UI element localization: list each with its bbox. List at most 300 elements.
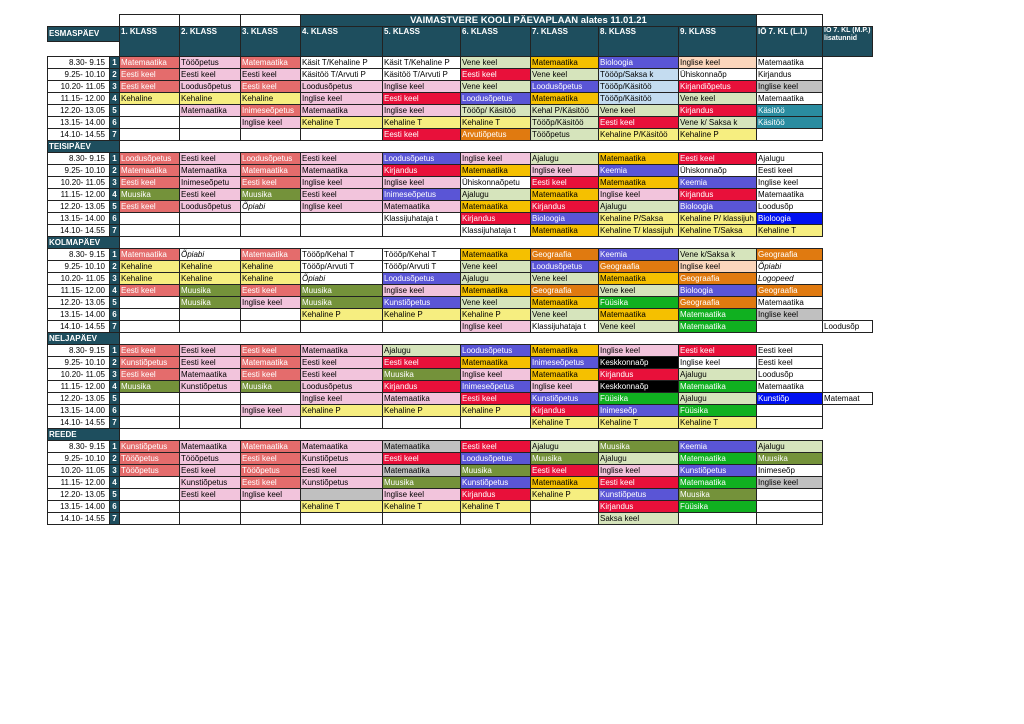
lesson-cell: Inimeseõpetu (180, 177, 241, 189)
lesson-cell: Keemia (599, 249, 679, 261)
lesson-cell: Kehaline (180, 261, 241, 273)
lesson-number: 5 (110, 393, 120, 405)
lesson-cell: Kehaline T/ klassijuh (599, 225, 679, 237)
lesson-cell: Loodusõpetus (120, 153, 180, 165)
extra-cell (823, 129, 873, 141)
lesson-cell: Matemaatika (383, 201, 461, 213)
lesson-cell (531, 501, 599, 513)
lesson-row (48, 393, 873, 405)
lesson-cell: Loodusõpetus (180, 81, 241, 93)
lesson-time: 11.15- 12.00 (48, 381, 110, 393)
lesson-cell: Eesti keel (757, 345, 823, 357)
lesson-cell: Eesti keel (241, 81, 301, 93)
lesson-cell: Kehaline P (461, 309, 531, 321)
extra-cell (823, 261, 873, 273)
lesson-cell (120, 225, 180, 237)
lesson-number: 6 (110, 309, 120, 321)
extra-cell (823, 453, 873, 465)
lesson-number: 1 (110, 249, 120, 261)
lesson-cell: Geograafia (679, 297, 757, 309)
lesson-cell: Käsitöö T/Arvuti P (383, 69, 461, 81)
lesson-row (48, 381, 873, 393)
lesson-time: 9.25- 10.10 (48, 453, 110, 465)
extra-cell (823, 213, 873, 225)
extra-cell (823, 189, 873, 201)
lesson-cell: Matemaatika (461, 357, 531, 369)
extra-cell (823, 117, 873, 129)
lesson-cell: Eesti keel (757, 357, 823, 369)
lesson-cell: Kehaline T (757, 225, 823, 237)
lesson-cell: Eesti keel (461, 69, 531, 81)
lesson-cell: Inglise keel (599, 345, 679, 357)
lesson-number: 5 (110, 105, 120, 117)
lesson-cell: Kehaline T (383, 501, 461, 513)
lesson-row (48, 369, 873, 381)
lesson-cell: Eesti keel (383, 93, 461, 105)
lesson-cell: Kirjandus (599, 501, 679, 513)
lesson-cell: Ajalugu (679, 393, 757, 405)
lesson-cell: Kunstiõpetus (679, 465, 757, 477)
lesson-cell (383, 321, 461, 333)
lesson-row (48, 273, 873, 285)
lesson-cell: Eesti keel (241, 69, 301, 81)
lesson-cell: Tööõpetus (120, 453, 180, 465)
lesson-time: 8.30- 9.15 (48, 441, 110, 453)
lesson-cell: Ühiskonnaõp (679, 165, 757, 177)
extra-cell (823, 69, 873, 81)
lesson-cell (120, 117, 180, 129)
lesson-cell: Bioloogia (531, 213, 599, 225)
lesson-number: 7 (110, 129, 120, 141)
lesson-cell: Vene keel (531, 273, 599, 285)
extra-cell: Matemaat (823, 393, 873, 405)
lesson-cell (383, 225, 461, 237)
lesson-number: 7 (110, 225, 120, 237)
lesson-number: 5 (110, 201, 120, 213)
lesson-cell (241, 417, 301, 429)
lesson-number: 2 (110, 261, 120, 273)
lesson-cell (120, 405, 180, 417)
lesson-cell: Matemaatika (531, 225, 599, 237)
lesson-cell: Matemaatika (679, 321, 757, 333)
lesson-time: 8.30- 9.15 (48, 153, 110, 165)
lesson-row (48, 261, 873, 273)
lesson-cell: Eesti keel (120, 285, 180, 297)
lesson-row (48, 81, 873, 93)
lesson-cell: Kehaline (120, 261, 180, 273)
lesson-cell: Klassijuhataja t (461, 225, 531, 237)
lesson-cell: Matemaatika (301, 345, 383, 357)
lesson-cell: Inglise keel (383, 177, 461, 189)
lesson-cell: Eesti keel (461, 441, 531, 453)
extra-cell (823, 465, 873, 477)
extra-cell (823, 477, 873, 489)
lesson-cell: Vene keel (531, 309, 599, 321)
lesson-cell: Vene keel (599, 105, 679, 117)
lesson-cell (757, 501, 823, 513)
lesson-cell (180, 213, 241, 225)
lesson-time: 12.20- 13.05 (48, 489, 110, 501)
lesson-cell: Kirjandus (383, 381, 461, 393)
lesson-cell: Arvutiõpetus (461, 129, 531, 141)
lesson-cell: Inglise keel (531, 381, 599, 393)
lesson-cell (301, 489, 383, 501)
lesson-row (48, 189, 873, 201)
lesson-cell: Käsit T/Kehaline P (383, 57, 461, 69)
class-header: IÕ 7. KL (L.I.) (757, 27, 823, 57)
lesson-cell: Matemaatika (757, 381, 823, 393)
lesson-time: 13.15- 14.00 (48, 405, 110, 417)
lesson-cell (301, 513, 383, 525)
lesson-cell (180, 417, 241, 429)
timetable-sheet (47, 14, 873, 525)
lesson-cell: Keemia (679, 177, 757, 189)
lesson-row (48, 501, 873, 513)
lesson-cell: Kehaline (120, 93, 180, 105)
lesson-cell: Muusika (241, 189, 301, 201)
lesson-cell: Matemaatika (383, 441, 461, 453)
lesson-cell (461, 417, 531, 429)
extra-cell (823, 513, 873, 525)
lesson-cell: Eesti keel (180, 153, 241, 165)
lesson-cell: Inglise keel (241, 297, 301, 309)
day-label: REEDE (48, 429, 120, 441)
lesson-cell: Eesti keel (531, 465, 599, 477)
extra-cell (823, 105, 873, 117)
lesson-row (48, 405, 873, 417)
extra-cell (823, 81, 873, 93)
lesson-row (48, 489, 873, 501)
lesson-cell (180, 117, 241, 129)
lesson-cell: Matemaatika (180, 105, 241, 117)
lesson-cell: Vene keel (599, 321, 679, 333)
class-header: 8. KLASS (599, 27, 679, 57)
lesson-cell: Inglise keel (241, 405, 301, 417)
lesson-cell: Ajalugu (599, 201, 679, 213)
lesson-cell: Kehaline P (301, 405, 383, 417)
lesson-cell: Kirjandus (679, 189, 757, 201)
lesson-cell: Inglise keel (757, 309, 823, 321)
lesson-cell: Muusika (383, 477, 461, 489)
lesson-cell: Eesti keel (120, 369, 180, 381)
lesson-cell (120, 417, 180, 429)
lesson-cell: Inglise keel (461, 321, 531, 333)
lesson-number: 3 (110, 273, 120, 285)
lesson-cell: Kehaline (120, 273, 180, 285)
lesson-cell: Inglise keel (383, 285, 461, 297)
lesson-time: 14.10- 14.55 (48, 321, 110, 333)
lesson-number: 3 (110, 465, 120, 477)
lesson-cell: Bioloogia (599, 57, 679, 69)
lesson-cell: Matemaatika (383, 465, 461, 477)
lesson-time: 11.15- 12.00 (48, 477, 110, 489)
lesson-cell: Geograafia (679, 273, 757, 285)
lesson-cell: Eesti keel (120, 69, 180, 81)
lesson-row (48, 441, 873, 453)
lesson-cell: Kunstiõpetus (120, 441, 180, 453)
lesson-number: 1 (110, 153, 120, 165)
lesson-cell: Inglise keel (531, 165, 599, 177)
lesson-cell (120, 105, 180, 117)
lesson-cell (757, 405, 823, 417)
lesson-cell: Bioloogia (757, 213, 823, 225)
lesson-cell: Kirjandus (531, 405, 599, 417)
extra-cell (823, 249, 873, 261)
lesson-cell: Matemaatika (301, 105, 383, 117)
lesson-cell: Matemaatika (679, 309, 757, 321)
lesson-cell: Eesti keel (241, 477, 301, 489)
lesson-row (48, 57, 873, 69)
lesson-cell: Logopeed (757, 273, 823, 285)
lesson-cell: Klassijuhataja t (383, 213, 461, 225)
lesson-cell (757, 513, 823, 525)
lesson-cell: Matemaatika (679, 477, 757, 489)
extra-cell (823, 165, 873, 177)
lesson-cell: Matemaatika (757, 189, 823, 201)
lesson-cell: Tööõp/ Käsitöö (461, 105, 531, 117)
lesson-cell: Kehaline T (301, 117, 383, 129)
extra-cell (823, 357, 873, 369)
lesson-cell: Ajalugu (461, 273, 531, 285)
extra-cell (823, 489, 873, 501)
lesson-cell: Matemaatika (599, 309, 679, 321)
lesson-cell: Matemaatika (679, 381, 757, 393)
extra-cell (823, 273, 873, 285)
lesson-cell (241, 321, 301, 333)
lesson-cell: Kehaline (241, 273, 301, 285)
lesson-cell: Inglise keel (301, 177, 383, 189)
lesson-cell: Eesti keel (679, 153, 757, 165)
lesson-cell: Füüsika (599, 297, 679, 309)
lesson-cell: Inglise keel (383, 81, 461, 93)
lesson-cell: Inglise keel (679, 57, 757, 69)
lesson-cell: Käsitöö (757, 117, 823, 129)
lesson-row (48, 225, 873, 237)
lesson-number: 1 (110, 441, 120, 453)
lesson-number: 2 (110, 453, 120, 465)
lesson-cell: Inglise keel (757, 177, 823, 189)
lesson-cell: Kehaline P (383, 309, 461, 321)
lesson-number: 4 (110, 285, 120, 297)
lesson-cell: Ühiskonnaõp (679, 69, 757, 81)
lesson-cell: Kehaline P (301, 309, 383, 321)
lesson-cell: Eesti keel (180, 489, 241, 501)
lesson-time: 14.10- 14.55 (48, 225, 110, 237)
lesson-cell (241, 501, 301, 513)
lesson-cell: Kunstiõpetus (599, 489, 679, 501)
lesson-cell: Matemaatika (461, 285, 531, 297)
lesson-time: 14.10- 14.55 (48, 129, 110, 141)
lesson-cell: Kehaline P/Käsitöö (599, 129, 679, 141)
lesson-cell (241, 213, 301, 225)
lesson-cell: Kirjandus (757, 69, 823, 81)
page-title: VAIMASTVERE KOOLI PÄEVAPLAAN alates 11.01.21 (301, 15, 757, 27)
lesson-cell: Inglise keel (679, 261, 757, 273)
lesson-time: 11.15- 12.00 (48, 189, 110, 201)
lesson-cell: Kirjandus (531, 201, 599, 213)
lesson-cell: Töööp/Saksa k (599, 69, 679, 81)
lesson-time: 10.20- 11.05 (48, 177, 110, 189)
day-label: NELJAPÄEV (48, 333, 120, 345)
lesson-cell (120, 309, 180, 321)
lesson-row (48, 117, 873, 129)
lesson-cell: Matemaatika (757, 93, 823, 105)
lesson-cell: Inimeseõp (757, 465, 823, 477)
lesson-cell: Vene keel (599, 285, 679, 297)
lesson-number: 6 (110, 213, 120, 225)
lesson-cell: Bioloogia (679, 201, 757, 213)
lesson-cell: Kirjandus (461, 489, 531, 501)
lesson-cell: Tööõp/Arvuti T (383, 261, 461, 273)
lesson-cell: Vene k/ Saksa k (679, 117, 757, 129)
lesson-cell (301, 225, 383, 237)
lesson-cell: Eesti keel (180, 189, 241, 201)
lesson-cell: Matemaatika (383, 393, 461, 405)
class-header: 1. KLASS (120, 27, 180, 57)
lesson-cell: Keemia (599, 165, 679, 177)
lesson-cell (120, 321, 180, 333)
lesson-cell (120, 129, 180, 141)
lesson-row (48, 105, 873, 117)
lesson-cell: Loodusõpetus (180, 201, 241, 213)
lesson-cell: Tööõp/Käsitöö (599, 93, 679, 105)
day-header-row (48, 237, 873, 249)
lesson-cell: Eesti keel (599, 477, 679, 489)
lesson-cell: Kunstiõpetus (301, 453, 383, 465)
day-label: ESMASPÄEV (48, 27, 120, 42)
lesson-cell: Keemia (679, 441, 757, 453)
lesson-cell: Eesti keel (241, 369, 301, 381)
day-label: KOLMAPÄEV (48, 237, 120, 249)
lesson-cell (120, 501, 180, 513)
lesson-cell: Inimeseõp (599, 405, 679, 417)
lesson-cell: Kirjandiõpetus (679, 81, 757, 93)
lesson-cell: Matemaatika (531, 57, 599, 69)
lesson-time: 10.20- 11.05 (48, 465, 110, 477)
lesson-cell: Ajalugu (383, 345, 461, 357)
lesson-cell (241, 393, 301, 405)
lesson-number: 5 (110, 489, 120, 501)
lesson-number: 6 (110, 405, 120, 417)
lesson-number: 2 (110, 357, 120, 369)
lesson-cell: Kehaline P (383, 405, 461, 417)
lesson-cell: Eesti keel (679, 345, 757, 357)
lesson-time: 14.10- 14.55 (48, 513, 110, 525)
lesson-time: 13.15- 14.00 (48, 213, 110, 225)
lesson-cell: Loodusõpetus (301, 81, 383, 93)
lesson-cell: Eesti keel (120, 201, 180, 213)
day-header-row (48, 333, 873, 345)
lesson-row (48, 249, 873, 261)
lesson-cell: Matemaatika (599, 177, 679, 189)
extra-cell (823, 57, 873, 69)
lesson-cell: Matemaatika (757, 297, 823, 309)
lesson-cell (180, 393, 241, 405)
lesson-row (48, 165, 873, 177)
lesson-cell: Eesti keel (301, 465, 383, 477)
lesson-time: 8.30- 9.15 (48, 345, 110, 357)
lesson-cell: Muusika (120, 381, 180, 393)
lesson-cell: Inimeseõpetus (383, 189, 461, 201)
lesson-time: 10.20- 11.05 (48, 273, 110, 285)
lesson-cell: Matemaatika (180, 369, 241, 381)
lesson-cell: Keskkonnaõp (599, 381, 679, 393)
lesson-cell: Kehaline T (461, 117, 531, 129)
lesson-number: 4 (110, 381, 120, 393)
extra-cell (823, 93, 873, 105)
lesson-cell: Vene keel (461, 81, 531, 93)
lesson-cell (180, 129, 241, 141)
lesson-time: 12.20- 13.05 (48, 297, 110, 309)
lesson-cell: Kunstiõpetus (120, 357, 180, 369)
lesson-cell: Matemaatika (531, 477, 599, 489)
lesson-cell: Inimeseõpetus (531, 357, 599, 369)
lesson-cell (180, 321, 241, 333)
lesson-cell: Klassijuhataja t (531, 321, 599, 333)
lesson-time: 9.25- 10.10 (48, 69, 110, 81)
lesson-time: 9.25- 10.10 (48, 165, 110, 177)
lesson-cell (241, 513, 301, 525)
lesson-cell: Loodusõpetus (383, 273, 461, 285)
lesson-cell: Inimeseõpetus (241, 105, 301, 117)
lesson-cell: Eesti keel (383, 453, 461, 465)
lesson-cell: Eesti keel (301, 153, 383, 165)
lesson-cell: Käsitöö (757, 105, 823, 117)
lesson-time: 8.30- 9.15 (48, 249, 110, 261)
lesson-cell: Õpiabi (241, 201, 301, 213)
lesson-cell: Matemaatika (531, 345, 599, 357)
lesson-cell: Eesti keel (531, 177, 599, 189)
lesson-cell: Inglise keel (301, 93, 383, 105)
extra-cell (823, 345, 873, 357)
lesson-cell (757, 489, 823, 501)
lesson-cell: Inglise keel (679, 357, 757, 369)
lesson-cell: Eesti keel (241, 453, 301, 465)
lesson-cell: Muusika (180, 297, 241, 309)
lesson-cell: Kirjandus (383, 165, 461, 177)
lesson-cell: Matemaatika (120, 57, 180, 69)
lesson-cell (461, 513, 531, 525)
lesson-number: 7 (110, 417, 120, 429)
lesson-cell: Tööõpetus (241, 465, 301, 477)
lesson-cell: Õpiabi (757, 261, 823, 273)
extra-cell (823, 285, 873, 297)
lesson-row (48, 129, 873, 141)
lesson-cell: Ajalugu (531, 441, 599, 453)
lesson-cell: Inglise keel (599, 465, 679, 477)
lesson-cell: Eesti keel (599, 117, 679, 129)
lesson-cell (383, 513, 461, 525)
lesson-cell: Kehaline (241, 261, 301, 273)
lesson-time: 11.15- 12.00 (48, 285, 110, 297)
lesson-cell: Ajalugu (679, 369, 757, 381)
lesson-cell: Kehaline P/ klassijuh (679, 213, 757, 225)
lesson-cell (301, 321, 383, 333)
lesson-cell: Eesti keel (301, 189, 383, 201)
extra-cell (823, 309, 873, 321)
lesson-cell: Kunstiõpetus (383, 297, 461, 309)
lesson-cell: Vene keel (461, 57, 531, 69)
lesson-cell: Kunstiõpetus (180, 477, 241, 489)
extra-cell (823, 369, 873, 381)
lesson-cell: Kehaline T (301, 501, 383, 513)
lesson-cell: Matemaatika (599, 273, 679, 285)
lesson-cell: Füüsika (679, 501, 757, 513)
lesson-cell: Geograafia (531, 249, 599, 261)
lesson-cell: Inglise keel (301, 393, 383, 405)
lesson-cell: Matemaatika (120, 165, 180, 177)
lesson-cell: Eesti keel (120, 177, 180, 189)
